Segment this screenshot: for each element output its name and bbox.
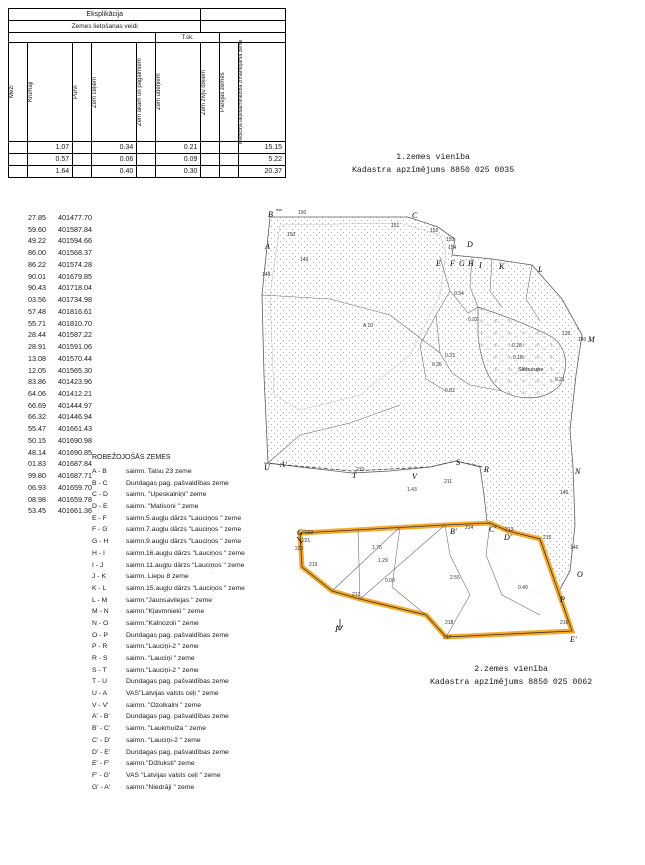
cell: 15.15 (239, 142, 286, 154)
cadastral-map (240, 195, 640, 665)
neighbour-row (92, 665, 245, 677)
coordinate-row (28, 423, 112, 435)
neighbour-row (92, 770, 245, 782)
map-vertex-label: I (479, 261, 482, 270)
neighbour-description: saimn.11.augļu dārzs "Lauciņos " zeme (126, 561, 245, 569)
map-area-label: 151 (391, 223, 400, 229)
map-area-label: 1.75 (372, 545, 382, 551)
coordinate-x: 03.56 (28, 295, 46, 305)
neighbour-description: VAS "Latvijas valsts ceļi " zeme (126, 771, 221, 779)
neighbour-description: saimn. "Lauciņi-2 " zeme (126, 736, 201, 744)
neighbour-row (92, 560, 245, 572)
neighbour-row (92, 758, 245, 770)
neighbour-segment: H - I (92, 549, 105, 557)
neighbour-segment: B - C (92, 479, 108, 487)
cell (220, 166, 239, 178)
map-area-label: 148 (262, 272, 271, 278)
coordinate-y: 401687.71 (58, 471, 92, 481)
coordinate-x: 90.43 (28, 283, 46, 293)
coordinate-x: 48.14 (28, 447, 46, 457)
neighbour-segment: A - B (92, 468, 107, 476)
coordinate-row (28, 318, 112, 330)
neighbour-description: saimn.9.augļu dārzs "Lauciņos " zeme (126, 538, 242, 546)
coordinate-y: 401423.96 (58, 377, 92, 387)
neighbour-description: saimn. "Laukmuiža " zeme (126, 725, 206, 733)
coordinate-x: 53.45 (28, 506, 46, 516)
explication-table (8, 8, 286, 178)
neighbour-row (92, 747, 245, 759)
neighbour-segment: F' - G' (92, 771, 111, 779)
cell: 1.64 (27, 166, 72, 178)
neighbour-segment: V - V' (92, 701, 109, 709)
neighbour-row (92, 735, 245, 747)
map-area-label: 218 (445, 620, 454, 626)
coordinate-row (28, 247, 112, 259)
neighbour-description: saimn."Dižluksti" zeme (126, 760, 195, 768)
map-area-label: 220 (295, 546, 304, 552)
map-area-label: 212 (352, 592, 361, 598)
neighbour-description: saimn. Liepu 8 zeme (126, 573, 189, 581)
coordinate-x: 83.86 (28, 377, 46, 387)
cell: 0.06 (91, 154, 136, 166)
coordinate-x: 59.60 (28, 224, 46, 234)
coordinate-row (28, 341, 112, 353)
neighbour-description: saimn."Jaunsavilejas " zeme (126, 596, 213, 604)
neighbour-description: saimn. "Upeskalniņi" zeme (126, 491, 207, 499)
table-row (9, 166, 286, 178)
map-area-label: 2.55 (450, 575, 460, 581)
map-area-label: 1.29 (378, 558, 388, 564)
neighbour-row (92, 536, 245, 548)
neighbour-description: VAS"Latvijas valsts ceļi " zeme (126, 690, 219, 698)
coordinate-row (28, 435, 112, 447)
map-vertex-label: P (560, 595, 565, 604)
neighbour-segment: B' - C' (92, 725, 111, 733)
neighbour-row (92, 711, 245, 723)
map-vertex-label: L (538, 265, 543, 274)
map-area-label: 0.82 (445, 388, 455, 394)
neighbour-description: saimn.7.augļu dārzs "Lauciņos " zeme (126, 526, 242, 534)
coordinate-row (28, 306, 112, 318)
neighbour-segment: U - A (92, 690, 108, 698)
map-area-label: 0.33 (445, 353, 455, 359)
col-header-1: Krūmāji (27, 81, 34, 103)
neighbour-description: saimn. "Lauciņi " zeme (126, 655, 195, 663)
col-header-4: Zem ākām un pagalmiem (137, 58, 144, 126)
coordinate-x: 28.91 (28, 342, 46, 352)
coordinate-y: 401690.98 (58, 435, 92, 445)
neighbour-row (92, 583, 245, 595)
map-area-label: 152 (430, 228, 439, 234)
map-vertex-label: C' (489, 525, 497, 534)
neighbour-description: saimn.16.augļu dārzs "Lauciņos " zeme (126, 549, 245, 557)
coordinate-row (28, 329, 112, 341)
coordinate-y: 401587.84 (58, 224, 92, 234)
neighbour-row (92, 676, 245, 688)
coordinate-row (28, 259, 112, 271)
coordinate-row (28, 353, 112, 365)
coordinate-x: 49.22 (28, 236, 46, 246)
neighbouring-lands-title: ROBEŽOJOŠĀS ZEMES (92, 454, 171, 461)
neighbour-segment: C' - D' (92, 736, 111, 744)
coordinate-y: 401734.98 (58, 295, 92, 305)
neighbour-description: Dundagas pag. pašvaldības zeme (126, 678, 229, 686)
col-header-7: Pārējās zemes (220, 72, 227, 112)
neighbour-row (92, 595, 245, 607)
cell: 20.37 (239, 166, 286, 178)
map-area-label: 1.43 (407, 487, 417, 493)
cell: 0.09 (156, 154, 201, 166)
coordinate-y: 401659.70 (58, 482, 92, 492)
map-vertex-label: H (468, 259, 474, 268)
cell (201, 142, 220, 154)
unit1-title (352, 152, 514, 177)
coordinate-y: 401412.21 (58, 389, 92, 399)
map-area-label: 140 (578, 337, 587, 343)
map-vertex-label: A' (280, 460, 287, 469)
cell (137, 142, 156, 154)
col-header-2: Purvi (73, 85, 80, 99)
map-area-label: 217 (443, 635, 452, 641)
cell (73, 166, 92, 178)
neighbouring-lands (92, 452, 245, 793)
neighbour-row (92, 501, 245, 513)
coordinate-x: 55.71 (28, 318, 46, 328)
neighbour-row (92, 466, 245, 478)
col-header-5: Zem ūdeņiem (156, 73, 163, 111)
map-area-label: 214 (465, 525, 474, 531)
neighbour-description: saimn. Talsu 23 zeme (126, 468, 192, 476)
map-area-label: 146 (570, 545, 579, 551)
neighbour-row (92, 688, 245, 700)
coordinate-x: 86.00 (28, 248, 46, 258)
map-area-label: 211 (444, 479, 452, 485)
map-vertex-label: E' (570, 635, 577, 644)
coordinate-x: 86.22 (28, 259, 46, 269)
map-vertex-label: M (588, 335, 595, 344)
unit1-line1: 1.zemes vienība (396, 153, 470, 162)
neighbour-row (92, 653, 245, 665)
neighbour-segment: E' - F' (92, 760, 110, 768)
cell (220, 142, 239, 154)
neighbour-segment: G' - A' (92, 783, 111, 791)
neighbour-segment: S - T (92, 666, 107, 674)
coordinate-row (28, 224, 112, 236)
neighbour-segment: O - P (92, 631, 108, 639)
neighbour-segment: K - L (92, 584, 107, 592)
neighbour-row (92, 630, 245, 642)
map-vertex-label: U (264, 463, 270, 472)
neighbour-row (92, 700, 245, 712)
map-area-label: 0.40 (518, 585, 528, 591)
cell: 0.57 (27, 154, 72, 166)
coordinate-y: 401568.37 (58, 248, 92, 258)
neighbour-segment: P - R (92, 643, 108, 651)
unit2-line1: 2.zemes vienība (474, 665, 548, 674)
map-area-label: 154 (448, 245, 457, 251)
unit2-title (430, 664, 592, 689)
neighbour-description: Dundagas pag. pašvaldības zeme (126, 631, 229, 639)
map-vertex-label: D' (504, 533, 512, 542)
map-area-label: 139 (562, 331, 571, 337)
neighbour-row (92, 641, 245, 653)
coordinate-y: 401574.28 (58, 259, 92, 269)
neighbour-row (92, 723, 245, 735)
neighbour-segment: J - K (92, 573, 106, 581)
neighbour-row (92, 548, 245, 560)
cell (137, 154, 156, 166)
cell: 1.07 (27, 142, 72, 154)
map-vertex-label: O (577, 570, 583, 579)
map-vertex-label: V (412, 472, 417, 481)
coordinate-y: 401587.22 (58, 330, 92, 340)
coordinate-y: 401661.43 (58, 424, 92, 434)
coordinate-x: 57.48 (28, 306, 46, 316)
coordinate-row (28, 294, 112, 306)
coordinate-x: 64.06 (28, 389, 46, 399)
coordinate-y: 401659.78 (58, 494, 92, 504)
map-area-label: 149 (300, 257, 309, 263)
map-area-label: 0.09 (385, 578, 395, 584)
coordinate-y: 401570.44 (58, 353, 92, 363)
neighbour-segment: C - D (92, 491, 108, 499)
cell (9, 142, 28, 154)
coordinate-y: 401591.06 (58, 342, 92, 352)
table-row (9, 154, 286, 166)
coordinate-x: 66.69 (28, 400, 46, 410)
map-area-label: 210 (356, 467, 365, 473)
coordinate-x: 27.85 (28, 213, 46, 222)
map-area-label: 221 (302, 538, 311, 544)
coordinate-row (28, 235, 112, 247)
map-vertex-label: F (450, 259, 455, 268)
neighbour-row (92, 478, 245, 490)
map-area-label: 0.28 (512, 343, 522, 349)
neighbour-description: saimn. "Matisoni " zeme (126, 503, 199, 511)
coordinate-row (28, 271, 112, 283)
coordinate-x: 50.15 (28, 435, 46, 445)
cell: 0.21 (156, 142, 201, 154)
cell: 5.22 (239, 154, 286, 166)
map-area-label: 215 (543, 535, 552, 541)
map-vertex-label: K (499, 262, 505, 271)
neighbour-segment: D - E (92, 503, 108, 511)
map-vertex-label: B (268, 210, 273, 219)
neighbour-segment: L - M (92, 596, 108, 604)
map-vertex-label: E (436, 259, 441, 268)
map-vertex-label: G' (297, 528, 305, 537)
map-area-label: 216 (560, 620, 569, 626)
coordinate-row (28, 411, 112, 423)
cell (9, 154, 28, 166)
coordinate-x: 12.05 (28, 365, 46, 375)
map-area-label: 153 (446, 237, 455, 243)
map-area-label: 145 (560, 490, 569, 496)
map-area-label: 222 (305, 530, 314, 536)
coordinate-x: 08.98 (28, 494, 46, 504)
neighbour-row (92, 618, 245, 630)
col-header-3: Zem ceļiem (91, 76, 98, 108)
neighbour-row (92, 571, 245, 583)
map-vertex-label: D (467, 240, 473, 249)
map-area-label: Slēburupe (518, 367, 544, 373)
coordinate-row (28, 400, 112, 412)
neighbour-row (92, 513, 245, 525)
map-area-label: 150 (298, 210, 307, 216)
neighbour-row (92, 782, 245, 794)
explication-title: Eksplikācija (9, 9, 201, 21)
map-vertex-label: B' (450, 527, 457, 536)
neighbour-segment: D' - E' (92, 748, 111, 756)
coordinate-y: 401565.30 (58, 365, 92, 375)
coordinate-row (28, 365, 112, 377)
neighbour-segment: E - F (92, 514, 107, 522)
cell (73, 142, 92, 154)
map-vertex-label: N (575, 467, 581, 476)
neighbour-segment: R - S (92, 655, 108, 663)
neighbour-description: saimn.15.augļu dārzs "Lauciņos " zeme (126, 584, 245, 592)
map-area-label: 219 (309, 562, 318, 568)
coordinate-y: 401810.70 (58, 318, 92, 328)
map-vertex-label: R (484, 465, 489, 474)
coordinate-x: 55.47 (28, 424, 46, 434)
cell (201, 166, 220, 178)
tsk-header: T.sk. (156, 33, 220, 43)
neighbour-description: Dundagas pag. pašvaldības zeme (126, 479, 229, 487)
unit2-highlight (300, 523, 572, 637)
coordinate-x: 99.80 (28, 471, 46, 481)
coordinate-x: 90.01 (28, 271, 46, 281)
map-area-label: 0.34 (454, 291, 464, 297)
coordinate-row (28, 388, 112, 400)
map-vertex-label: A (265, 242, 270, 251)
map-area-label: 0.35 (432, 362, 442, 368)
cell (9, 166, 28, 178)
coordinate-y: 401477.70 (58, 213, 92, 222)
neighbour-row (92, 524, 245, 536)
neighbour-segment: M - N (92, 608, 109, 616)
coordinate-row (28, 282, 112, 294)
coordinate-row (28, 212, 112, 224)
coordinate-y: 401816.61 (58, 306, 92, 316)
neighbour-description: Dundagas pag. pašvaldības zeme (126, 713, 229, 721)
coordinate-y: 401679.85 (58, 271, 92, 281)
neighbour-segment: G - H (92, 538, 109, 546)
cell (73, 154, 92, 166)
cell: 0.30 (156, 166, 201, 178)
coordinate-y: 401661.36 (58, 506, 92, 516)
coordinate-row (28, 376, 112, 388)
coordinate-x: 01.83 (28, 459, 46, 469)
map-area-label: 213 (505, 527, 514, 533)
map-vertex-label: G (459, 259, 465, 268)
map-area-label: 0.21 (555, 377, 565, 383)
unit2-line2: Kadastra apzīmējums 8850 025 0062 (430, 677, 593, 687)
map-vertex-label: C (412, 211, 418, 220)
map-area-label: A 10 (363, 323, 374, 329)
map-vertex-label: F' (335, 625, 342, 634)
neighbour-description: saimn."Lauciņi-2 " zeme (126, 666, 199, 674)
coordinate-y: 401444.97 (58, 400, 92, 410)
neighbour-description: saimn."Kalnozoli " zeme (126, 619, 199, 627)
neighbour-description: saimn."Niedrāji " zeme (126, 783, 195, 791)
explication-subtitle: Zemes lietošanas veidi (9, 21, 201, 33)
cell (201, 154, 220, 166)
neighbour-row (92, 606, 245, 618)
col-header-8: Mediciņā lauksaimniecībā izmantojamā zeme (238, 39, 244, 145)
neighbour-segment: T - U (92, 678, 107, 686)
coordinate-y: 401594.66 (58, 236, 92, 246)
map-area-label: 0.18 (513, 355, 523, 361)
coordinate-x: 06.93 (28, 482, 46, 492)
map-area-label: 150 (287, 232, 296, 238)
neighbour-segment: F - G (92, 526, 108, 534)
neighbour-segment: N - O (92, 619, 109, 627)
map-vertex-label: T (352, 471, 357, 480)
col-header-6: Zem zivju dīķiem (201, 69, 208, 115)
neighbour-segment: A' - B' (92, 713, 110, 721)
cell (220, 154, 239, 166)
neighbour-description: Dundagas pag. pašvaldības zeme (126, 748, 229, 756)
neighbour-segment: I - J (92, 561, 104, 569)
neighbour-row (92, 489, 245, 501)
neighbour-description: saimn."Kļavmnieki " zeme (126, 608, 205, 616)
coordinate-x: 13.08 (28, 353, 46, 363)
coordinate-y: 401687.84 (58, 459, 92, 469)
map-vertex-label: S (456, 458, 460, 467)
neighbour-description: saimn."Lauciņi-2 " zeme (126, 643, 199, 651)
cell: 0.40 (91, 166, 136, 178)
cell: 0.34 (91, 142, 136, 154)
cell (137, 166, 156, 178)
coordinate-y: 401690.85 (58, 447, 92, 457)
coordinate-y: 401446.94 (58, 412, 92, 422)
neighbour-description: saimn.5.augļu dārzs "Lauciņos " zeme (126, 514, 242, 522)
map-area-label: 0.32 (468, 317, 478, 323)
unit1-line2: Kadastra apzīmējums 8850 025 0035 (352, 165, 515, 175)
coordinate-x: 28.44 (28, 330, 46, 340)
coordinate-y: 401718.04 (58, 283, 92, 293)
neighbour-description: saimn. "Ozolkalni " zeme (126, 701, 202, 709)
col-header-0: Meži (9, 85, 15, 99)
coordinate-x: 66.32 (28, 412, 46, 422)
